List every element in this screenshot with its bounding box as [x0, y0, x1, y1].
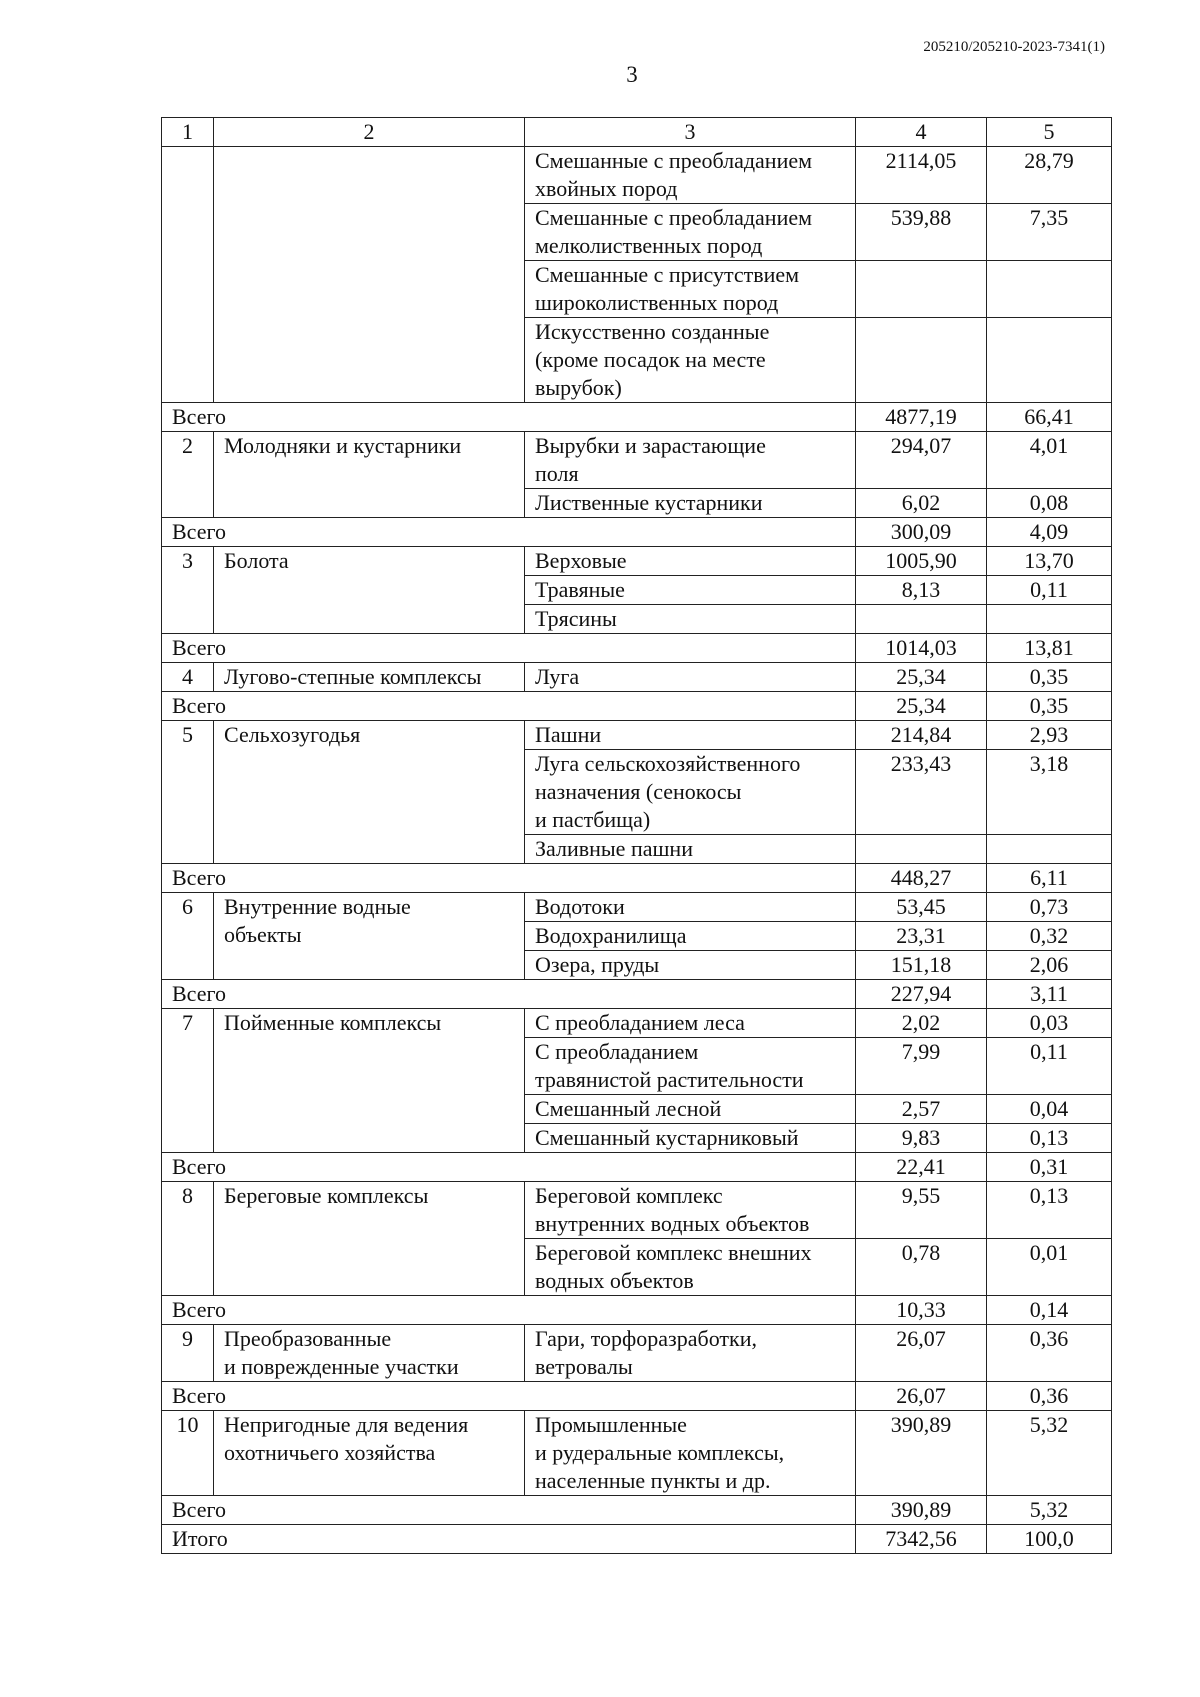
group-name-cell-line: Непригодные для ведения: [224, 1412, 469, 1437]
column-number-row: [162, 118, 1112, 147]
area-cell: 25,34: [856, 663, 987, 692]
subtype-cell-line: Береговой комплекс: [535, 1183, 723, 1208]
area-cell: [856, 261, 987, 318]
subtype-cell-line: водных объектов: [535, 1268, 694, 1293]
group-name-cell: [214, 1009, 525, 1153]
group-number-cell: 8: [162, 1182, 214, 1296]
total-row-area: 390,89: [856, 1496, 987, 1525]
total-row: [162, 634, 1112, 663]
subtype-cell-line: Смешанные с преобладанием: [535, 205, 813, 230]
subtype-cell: [525, 750, 856, 835]
subtype-cell-line: С преобладанием леса: [535, 1010, 745, 1035]
subtype-cell: [525, 721, 856, 750]
total-row-percent: 0,31: [987, 1153, 1112, 1182]
subtype-cell-line: Береговой комплекс внешних: [535, 1240, 812, 1265]
subtype-cell: [525, 893, 856, 922]
group-name-cell-line: Пойменные комплексы: [224, 1010, 442, 1035]
grand-total-row: [162, 1525, 1112, 1554]
subtype-cell-line: Заливные пашни: [535, 836, 693, 861]
subtype-cell: [525, 1411, 856, 1496]
table-row: [162, 147, 1112, 204]
subtype-cell: [525, 432, 856, 489]
total-row-label: Всего: [162, 403, 856, 432]
subtype-cell-line: Водотоки: [535, 894, 625, 919]
total-row-area: 25,34: [856, 692, 987, 721]
subtype-cell-line: населенные пункты и др.: [535, 1468, 771, 1493]
total-row-label: Всего: [162, 1382, 856, 1411]
subtype-cell-line: вырубок): [535, 375, 622, 400]
subtype-cell: [525, 261, 856, 318]
total-row: [162, 1382, 1112, 1411]
area-cell: 6,02: [856, 489, 987, 518]
area-cell: 233,43: [856, 750, 987, 835]
percent-cell: 0,01: [987, 1239, 1112, 1296]
subtype-cell: [525, 576, 856, 605]
total-row-percent: 66,41: [987, 403, 1112, 432]
total-row-area: 1014,03: [856, 634, 987, 663]
col-header-3: 3: [525, 118, 856, 147]
table-row: [162, 721, 1112, 750]
total-row-percent: 0,35: [987, 692, 1112, 721]
total-row: [162, 1153, 1112, 1182]
group-number-cell: 3: [162, 547, 214, 634]
subtype-cell-line: Гари, торфоразработки,: [535, 1326, 757, 1351]
percent-cell: 13,70: [987, 547, 1112, 576]
subtype-cell-line: поля: [535, 461, 579, 486]
group-name-cell: [214, 1411, 525, 1496]
subtype-cell-line: Смешанные с присутствием: [535, 262, 800, 287]
percent-cell: 5,32: [987, 1411, 1112, 1496]
total-row: [162, 1296, 1112, 1325]
group-name-cell-line: объекты: [224, 922, 302, 947]
table-row: [162, 1009, 1112, 1038]
area-cell: 9,83: [856, 1124, 987, 1153]
subtype-cell: [525, 1124, 856, 1153]
table-row: [162, 663, 1112, 692]
subtype-cell-line: мелколиственных пород: [535, 233, 763, 258]
group-name-cell: [214, 432, 525, 518]
percent-cell: [987, 605, 1112, 634]
table-row: [162, 432, 1112, 489]
group-name-cell-line: Береговые комплексы: [224, 1183, 429, 1208]
subtype-cell: [525, 605, 856, 634]
group-number-cell: 6: [162, 893, 214, 980]
subtype-cell-line: Вырубки и зарастающие: [535, 433, 766, 458]
percent-cell: 0,03: [987, 1009, 1112, 1038]
area-cell: 390,89: [856, 1411, 987, 1496]
percent-cell: 7,35: [987, 204, 1112, 261]
subtype-cell: [525, 663, 856, 692]
subtype-cell: [525, 835, 856, 864]
total-row-area: 26,07: [856, 1382, 987, 1411]
total-row-percent: 5,32: [987, 1496, 1112, 1525]
col-header-5: 5: [987, 118, 1112, 147]
subtype-cell: [525, 147, 856, 204]
subtype-cell-line: Пашни: [535, 722, 602, 747]
subtype-cell: [525, 1038, 856, 1095]
subtype-cell-line: широколиственных пород: [535, 290, 779, 315]
percent-cell: 0,13: [987, 1182, 1112, 1239]
subtype-cell: [525, 1009, 856, 1038]
grand-total-row-percent: 100,0: [987, 1525, 1112, 1554]
col-header-2: 2: [214, 118, 525, 147]
land-categories-table: [161, 117, 1112, 1554]
total-row-area: 448,27: [856, 864, 987, 893]
area-cell: 8,13: [856, 576, 987, 605]
percent-cell: 0,08: [987, 489, 1112, 518]
total-row-label: Всего: [162, 1496, 856, 1525]
percent-cell: 28,79: [987, 147, 1112, 204]
area-cell: 1005,90: [856, 547, 987, 576]
subtype-cell-line: Луга: [535, 664, 580, 689]
subtype-cell-line: Лиственные кустарники: [535, 490, 763, 515]
percent-cell: 0,35: [987, 663, 1112, 692]
subtype-cell-line: назначения (сенокосы: [535, 779, 742, 804]
table-body: [162, 118, 1112, 1554]
table-row: [162, 1411, 1112, 1496]
group-name-cell: [214, 1325, 525, 1382]
total-row-percent: 4,09: [987, 518, 1112, 547]
table-row: [162, 1325, 1112, 1382]
subtype-cell-line: Промышленные: [535, 1412, 687, 1437]
subtype-cell-line: внутренних водных объектов: [535, 1211, 810, 1236]
percent-cell: 0,32: [987, 922, 1112, 951]
subtype-cell-line: С преобладанием: [535, 1039, 699, 1064]
total-row-label: Всего: [162, 864, 856, 893]
total-row-label: Всего: [162, 518, 856, 547]
total-row: [162, 518, 1112, 547]
subtype-cell: [525, 1095, 856, 1124]
area-cell: 2114,05: [856, 147, 987, 204]
total-row-percent: 13,81: [987, 634, 1112, 663]
percent-cell: 3,18: [987, 750, 1112, 835]
group-name-cell-line: Лугово-степные комплексы: [224, 664, 482, 689]
group-number-cell: 7: [162, 1009, 214, 1153]
subtype-cell: [525, 547, 856, 576]
group-name-cell-line: Сельхозугодья: [224, 722, 361, 747]
total-row: [162, 1496, 1112, 1525]
area-cell: 9,55: [856, 1182, 987, 1239]
group-name-cell: [214, 1182, 525, 1296]
percent-cell: 2,93: [987, 721, 1112, 750]
subtype-cell-line: и пастбища): [535, 807, 651, 832]
subtype-cell: [525, 318, 856, 403]
subtype-cell-line: хвойных пород: [535, 176, 678, 201]
group-number-cell: 5: [162, 721, 214, 864]
col-header-4: 4: [856, 118, 987, 147]
subtype-cell-line: и рудеральные комплексы,: [535, 1440, 785, 1465]
group-name-cell-line: Молодняки и кустарники: [224, 433, 462, 458]
area-cell: 7,99: [856, 1038, 987, 1095]
subtype-cell: [525, 1325, 856, 1382]
group-name-cell-line: Внутренние водные: [224, 894, 411, 919]
percent-cell: 4,01: [987, 432, 1112, 489]
subtype-cell: [525, 489, 856, 518]
total-row-label: Всего: [162, 1296, 856, 1325]
total-row-area: 227,94: [856, 980, 987, 1009]
group-name-cell-line: Болота: [224, 548, 289, 573]
area-cell: 214,84: [856, 721, 987, 750]
group-name-cell: [214, 721, 525, 864]
area-cell: 294,07: [856, 432, 987, 489]
subtype-cell-line: Искусственно созданные: [535, 319, 770, 344]
subtype-cell-line: (кроме посадок на месте: [535, 347, 766, 372]
subtype-cell-line: Смешанный лесной: [535, 1096, 722, 1121]
group-name-cell-line: и поврежденные участки: [224, 1354, 459, 1379]
table-row: [162, 1182, 1112, 1239]
area-cell: 2,57: [856, 1095, 987, 1124]
total-row-area: 22,41: [856, 1153, 987, 1182]
subtype-cell-line: Озера, пруды: [535, 952, 660, 977]
group-name-cell-line: Преобразованные: [224, 1326, 392, 1351]
col-header-1: 1: [162, 118, 214, 147]
group-name-cell-line: охотничьего хозяйства: [224, 1440, 436, 1465]
grand-total-row-area: 7342,56: [856, 1525, 987, 1554]
subtype-cell-line: Смешанный кустарниковый: [535, 1125, 799, 1150]
group-name-cell: [214, 547, 525, 634]
subtype-cell: [525, 1239, 856, 1296]
document-id: 205210/205210-2023-7341(1): [923, 39, 1105, 55]
area-cell: [856, 835, 987, 864]
total-row: [162, 403, 1112, 432]
group-number-cell: [162, 147, 214, 403]
area-cell: 2,02: [856, 1009, 987, 1038]
subtype-cell: [525, 922, 856, 951]
table-row: [162, 893, 1112, 922]
group-number-cell: 9: [162, 1325, 214, 1382]
percent-cell: 0,11: [987, 576, 1112, 605]
total-row-percent: 0,14: [987, 1296, 1112, 1325]
subtype-cell: [525, 1182, 856, 1239]
group-number-cell: 4: [162, 663, 214, 692]
percent-cell: 0,04: [987, 1095, 1112, 1124]
total-row-label: Всего: [162, 980, 856, 1009]
total-row-label: Всего: [162, 692, 856, 721]
grand-total-row-label: Итого: [162, 1525, 856, 1554]
subtype-cell-line: Верховые: [535, 548, 627, 573]
total-row: [162, 692, 1112, 721]
total-row: [162, 980, 1112, 1009]
table-row: [162, 547, 1112, 576]
total-row-label: Всего: [162, 634, 856, 663]
subtype-cell: [525, 204, 856, 261]
area-cell: 0,78: [856, 1239, 987, 1296]
percent-cell: 2,06: [987, 951, 1112, 980]
subtype-cell-line: Водохранилища: [535, 923, 687, 948]
page-number: 3: [626, 62, 638, 87]
percent-cell: 0,36: [987, 1325, 1112, 1382]
group-number-cell: 2: [162, 432, 214, 518]
area-cell: 53,45: [856, 893, 987, 922]
percent-cell: [987, 261, 1112, 318]
percent-cell: [987, 318, 1112, 403]
area-cell: 539,88: [856, 204, 987, 261]
area-cell: 23,31: [856, 922, 987, 951]
subtype-cell-line: Луга сельскохозяйственного: [535, 751, 801, 776]
subtype-cell: [525, 951, 856, 980]
percent-cell: 0,11: [987, 1038, 1112, 1095]
percent-cell: 0,73: [987, 893, 1112, 922]
group-name-cell: [214, 893, 525, 980]
total-row-area: 10,33: [856, 1296, 987, 1325]
subtype-cell-line: Трясины: [535, 606, 617, 631]
total-row-percent: 3,11: [987, 980, 1112, 1009]
percent-cell: [987, 835, 1112, 864]
area-cell: [856, 318, 987, 403]
group-name-cell: [214, 147, 525, 403]
total-row-area: 300,09: [856, 518, 987, 547]
group-name-cell: [214, 663, 525, 692]
subtype-cell-line: ветровалы: [535, 1354, 633, 1379]
subtype-cell-line: Смешанные с преобладанием: [535, 148, 813, 173]
area-cell: [856, 605, 987, 634]
total-row-percent: 0,36: [987, 1382, 1112, 1411]
total-row: [162, 864, 1112, 893]
total-row-area: 4877,19: [856, 403, 987, 432]
total-row-label: Всего: [162, 1153, 856, 1182]
subtype-cell-line: травянистой растительности: [535, 1067, 804, 1092]
area-cell: 26,07: [856, 1325, 987, 1382]
percent-cell: 0,13: [987, 1124, 1112, 1153]
area-cell: 151,18: [856, 951, 987, 980]
group-number-cell: 10: [162, 1411, 214, 1496]
total-row-percent: 6,11: [987, 864, 1112, 893]
subtype-cell-line: Травяные: [535, 577, 625, 602]
